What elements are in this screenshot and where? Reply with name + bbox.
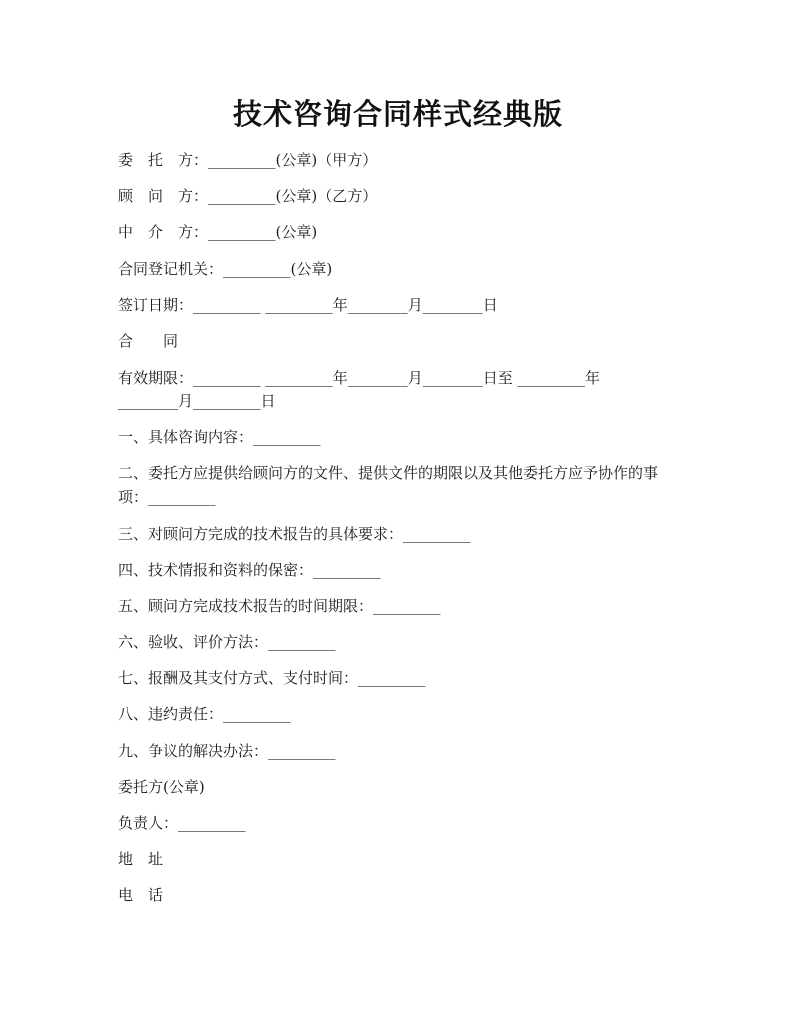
clause-7: 七、报酬及其支付方式、支付时间：_________ xyxy=(118,669,426,687)
clause-2-line-2: 项：_________ xyxy=(118,488,216,506)
intermediary-party-line: 中 介 方：_________(公章) xyxy=(118,223,318,241)
validity-line-1: 有效期限：_________ _________年________月________日至 _________年 xyxy=(118,369,601,387)
clause-3: 三、对顾问方完成的技术报告的具体要求：_________ xyxy=(118,525,471,543)
contract-heading: 合 同 xyxy=(118,332,179,350)
clause-4: 四、技术情报和资料的保密：_________ xyxy=(118,561,381,579)
signing-date-line: 签订日期：_________ _________年________月________日 xyxy=(118,296,498,314)
address-line: 地 址 xyxy=(118,850,164,868)
clause-2-line-1: 二、委托方应提供给顾问方的文件、提供文件的期限以及其他委托方应予协作的事 xyxy=(118,464,659,482)
registry-line: 合同登记机关：_________(公章) xyxy=(118,260,333,278)
consultant-party-line: 顾 问 方：_________(公章)（乙方） xyxy=(118,187,378,205)
clause-1: 一、具体咨询内容：_________ xyxy=(118,428,321,446)
clause-9: 九、争议的解决办法：_________ xyxy=(118,742,336,760)
phone-line: 电 话 xyxy=(118,886,164,904)
person-in-charge-line: 负责人：_________ xyxy=(118,814,246,832)
document-title: 技术咨询合同样式经典版 xyxy=(232,97,563,131)
client-party-line: 委 托 方：_________(公章)（甲方） xyxy=(118,151,378,169)
clause-5: 五、顾问方完成技术报告的时间期限：_________ xyxy=(118,597,441,615)
validity-line-2: ________月_________日 xyxy=(118,392,276,410)
clause-8: 八、违约责任：_________ xyxy=(118,705,291,723)
clause-6: 六、验收、评价方法：_________ xyxy=(118,633,336,651)
client-seal-line: 委托方(公章) xyxy=(118,778,205,796)
